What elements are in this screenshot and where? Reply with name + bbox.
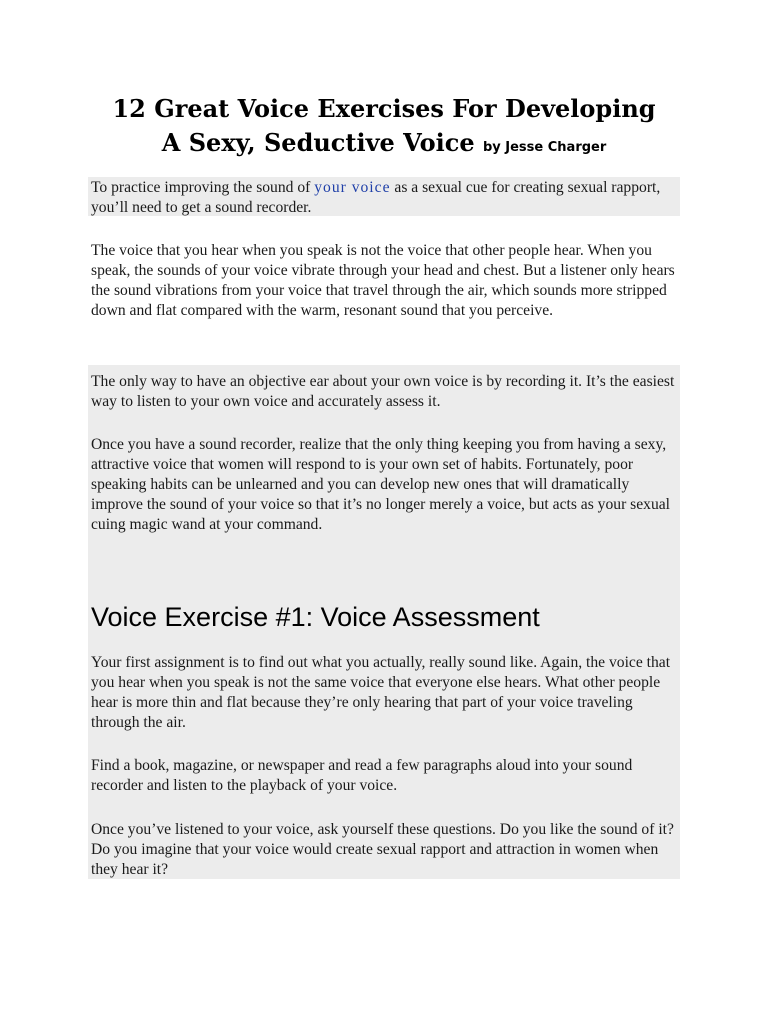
body-paragraph-1: The voice that you hear when you speak is not the voice that other people hear. When you speak, the sounds of your voice vibrate through your head and chest. But a listener only hears the sound vibrations from your voice that travel through the air, which sounds more stripped down and flat compared with the warm, resonant sound that you perceive. (91, 242, 675, 319)
your-voice-link[interactable]: your voice (314, 179, 391, 196)
intro-paragraph (91, 178, 681, 218)
body-paragraph-2: The only way to have an objective ear about your own voice is by recording it. It’s the easiest way to listen to your own voice and accurately assess it. (91, 373, 675, 410)
byline: by Jesse Charger (482, 140, 607, 155)
section-heading: Voice Exercise #1: Voice Assessment (91, 602, 540, 632)
title-line-1: 12 Great Voice Exercises For Developing (112, 94, 656, 123)
body-paragraph-3: Once you have a sound recorder, realize that the only thing keeping you from having a sexy, attractive voice that women will respond to is your own set of habits. Fortunately, poor speaking habits can be unlearned and you can develop new ones that will dramatically improve the sound of your voice so that it’s no longer merely a voice, but acts as your sexual cuing magic wand at your command. (91, 436, 670, 533)
title-line-2: A Sexy, Seductive Voice (161, 128, 475, 157)
section-paragraph-3: Once you’ve listened to your voice, ask yourself these questions. Do you like the sound of it? Do you imagine that your voice would create sexual rapport and attraction in women when they hear it? (91, 821, 674, 878)
intro-text-after-link: as a sexual cue for creating sexual rapport, you’ll need to get a sound recorder. (91, 179, 661, 216)
section-paragraph-1: Your first assignment is to find out what you actually, really sound like. Again, the voice that you hear when you speak is not the same voice that everyone else hears. What other people hear is more thin and flat because they’re only hearing that part of your voice traveling through the air. (91, 654, 671, 731)
intro-text-before-link: To practice improving the sound of (91, 179, 315, 196)
document-title (60, 92, 708, 165)
section-paragraph-2: Find a book, magazine, or newspaper and read a few paragraphs aloud into your sound recorder and listen to the playback of your voice. (91, 757, 633, 794)
